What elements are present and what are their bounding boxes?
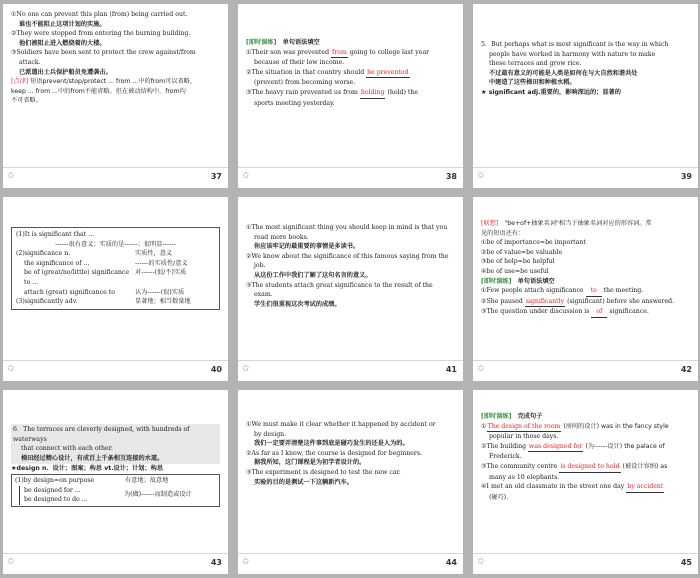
slide-38[interactable] — [238, 4, 463, 188]
translation-line: 已派遣出士兵保护船员免遭袭击。 — [19, 68, 112, 76]
phrase-term: attach (great) significance to — [24, 288, 115, 296]
phrase-meaning: 对------(很/不)实质 — [135, 269, 187, 277]
phrase-meaning: 认为------(很)实质 — [135, 288, 185, 296]
answer-blank: from — [331, 48, 348, 59]
text-line: ②We know about the significance of this famous saying from the — [246, 252, 449, 260]
answer-blank: was designed for — [528, 442, 583, 453]
star-icon[interactable]: ✩ — [7, 557, 15, 567]
answer-blank: to — [586, 286, 602, 297]
text-line: 5．But perhaps what is most significant is the way in which — [481, 41, 669, 48]
slide-footer — [3, 553, 228, 574]
slide-footer — [3, 360, 228, 381]
page-number: 40 — [210, 365, 222, 374]
note-label: [联想] — [481, 220, 499, 227]
page-number: 44 — [445, 558, 457, 567]
phrase-term: be designed to do ... — [24, 496, 88, 504]
slide-41[interactable] — [238, 197, 463, 381]
phrase-meaning: 为(做)------而制造或设计 — [124, 491, 192, 499]
translation-line: 据我所知，这门课程是为初学者设计的。 — [254, 459, 366, 467]
text-line: exam. — [254, 291, 273, 299]
exercise-line: ②The building was designed for (为------设计) the palace of — [481, 442, 690, 453]
highlight-block — [11, 424, 220, 464]
text-line: ①be of importance=be important — [481, 239, 586, 247]
section-heading: [即时演练] 单句语法填空 — [246, 39, 320, 46]
translation-line: 他们被阻止进入燃烧着的大楼。 — [19, 39, 106, 47]
slide-37[interactable] — [3, 4, 228, 188]
translation-line: 从这份工作中我们了解了这句名言的意义。 — [254, 272, 372, 280]
answer-blank: by accident — [626, 482, 664, 493]
section-heading: [即时演练] 单句语法填空 — [481, 277, 555, 285]
exercise-line: popular in those days. — [489, 433, 559, 441]
text-line: that connect with each other. — [21, 445, 113, 453]
phrase-line: ------很有意义；实质的是------；很明显------ — [55, 240, 176, 248]
text-line: ④be of use=be useful — [481, 268, 549, 276]
translation-line: 我们一定要弄清楚这件事到底是碰巧发生的还是人为的。 — [254, 440, 409, 448]
phrase-term: (3)significantly adv. — [16, 298, 78, 306]
exercise-line: because of their low income. — [254, 59, 345, 67]
text-line: ③be of help=be helpful — [481, 258, 555, 266]
exercise-line: ①Their son was prevented from going to college last year — [246, 48, 455, 59]
text-line: by design. — [254, 430, 287, 438]
phrase-meaning: 实质性，意义 — [135, 250, 173, 258]
note-label: [点津] — [11, 78, 29, 86]
translation-line: 谁也不能阻止这项计划的实施。 — [19, 20, 106, 28]
exercise-line: ①Few people attach significance to the meeting. — [481, 286, 690, 297]
exercise-line: ②She paused significantly (significant) before she answered. — [481, 297, 690, 308]
text-line: ③The experiment is designed to test the new car. — [246, 469, 401, 477]
translation-line: 中建造了这些梯田和种植水稻。 — [489, 79, 576, 87]
definition-line: ★ significant adj.重要的，影响深远的；显著的 — [481, 89, 621, 97]
translation-line: 实验的目的是测试一下这辆新汽车。 — [254, 478, 353, 486]
translation-line: 你应该牢记的最重要的事情是多读书。 — [254, 243, 360, 251]
exercise-line: sports meeting yesterday. — [254, 99, 335, 107]
text-line: ②be of value=be valuable — [481, 248, 563, 256]
answer-blank: significantly — [525, 297, 565, 308]
phrase-term: (1)by design=on purpose — [15, 477, 95, 485]
star-icon[interactable]: ✩ — [242, 557, 250, 567]
slide-footer — [238, 553, 463, 574]
exercise-line: (prevent) from becoming worse. — [254, 79, 356, 87]
text-line: attack. — [19, 59, 41, 67]
text-line: ③The students attach great significance to the result of the — [246, 281, 433, 289]
star-icon[interactable]: ✩ — [477, 557, 485, 567]
slide-39[interactable] — [473, 4, 698, 188]
phrase-meaning: ------的实质性/意义 — [135, 259, 188, 267]
slide-footer — [238, 167, 463, 188]
text-line: read more books. — [254, 233, 309, 241]
exercise-line: ③The heavy rain prevented us from holding (hold) the — [246, 88, 455, 99]
phrase-line: (1)It is significant that ... — [16, 231, 95, 238]
text-line: ③Soldiers have been sent to protect the crew against/from — [11, 49, 196, 57]
text-line: ①The most significant thing you should keep in mind is that you — [246, 224, 448, 231]
phrase-term: be designed for ... — [24, 486, 81, 494]
note-line: [点津] 短语prevent/stop/protect ... from ...中的from可以省略， — [11, 78, 197, 86]
text-line: 6．The terraces are cleverly designed, with hundreds of waterways — [13, 426, 190, 443]
phrase-term: (2)significance n. — [16, 250, 71, 258]
phrase-term: be of (great/no/little) significance to ... — [24, 269, 130, 287]
exercise-line: Frederick. — [489, 453, 522, 461]
text-line: these terraces and grow rice. — [489, 60, 582, 68]
translation-line: 梯田经过精心设计，有成百上千条相互连接的水道。 — [21, 454, 164, 462]
star-icon[interactable]: ✩ — [242, 171, 250, 181]
star-icon[interactable]: ✩ — [7, 364, 15, 374]
page-number: 39 — [680, 172, 692, 181]
text-line: job. — [254, 262, 266, 270]
answer-blank: of — [591, 307, 607, 318]
slide-42[interactable] — [473, 197, 698, 381]
star-icon[interactable]: ✩ — [242, 364, 250, 374]
text-line: ①No one can prevent this plan (from) being carried out. — [11, 11, 188, 18]
slide-45[interactable] — [473, 390, 698, 574]
page-number: 41 — [445, 365, 457, 374]
translation-line: 不过最有意义的可能是人类是如何在与大自然和谐共处 — [489, 69, 638, 77]
text-line: ①We must make it clear whether it happened by accident or — [246, 421, 436, 428]
page-number: 45 — [680, 558, 692, 567]
answer-blank: The design of the room — [487, 422, 562, 433]
phrase-term: the significance of ... — [24, 259, 90, 267]
text-line: ②As far as I know, the course is designed for beginners. — [246, 449, 422, 457]
slide-footer — [473, 360, 698, 381]
phrase-box — [11, 474, 220, 507]
answer-blank: be prevented — [366, 68, 409, 79]
slide-footer — [238, 360, 463, 381]
definition-line: ★design n．设计；图案；构思 vt.设计；计划；构思 — [11, 465, 164, 473]
slide-43[interactable] — [3, 390, 228, 574]
page-number: 42 — [680, 365, 692, 374]
phrase-box — [11, 227, 220, 310]
exercise-line: ④I met an old classmate in the street one day by accident — [481, 482, 690, 493]
answer-blank: holding — [360, 88, 386, 99]
section-heading: [即时演练] 完成句子 — [481, 413, 543, 420]
exercise-line: ③The community centre is designed to hold (被设计容纳) as — [481, 462, 690, 473]
exercise-line: ③The question under discussion is of significance. — [481, 307, 690, 318]
exercise-line: many as 10 elephants. — [489, 473, 560, 481]
phrase-meaning: 显著地；相当数量地 — [135, 298, 191, 306]
text-line: ②They were stopped from entering the burning building. — [11, 30, 191, 38]
slide-footer — [3, 167, 228, 188]
page-number: 38 — [445, 172, 457, 181]
slide-40[interactable] — [3, 197, 228, 381]
answer-blank: is designed to hold — [559, 462, 620, 473]
slide-44[interactable] — [238, 390, 463, 574]
exercise-line: ②The situation in that country should be prevented — [246, 68, 455, 79]
slide-footer — [473, 553, 698, 574]
slide-footer — [473, 167, 698, 188]
text-line: 见的短语还有： — [481, 229, 525, 237]
page-number: 43 — [210, 558, 222, 567]
translation-line: 学生们很重视这次考试的成绩。 — [254, 300, 341, 308]
note-line: keep ... from ...中的from不能省略。但在被动结构中，from均 — [11, 87, 186, 95]
exercise-line: ①The design of the room (房间的设计) was in the fancy style — [481, 422, 690, 433]
note-line: 不可省略。 — [11, 97, 42, 105]
text-line: [联想] "be+of+抽象名词"相当于抽象名词对应的形容词。常 — [481, 220, 652, 227]
star-icon[interactable]: ✩ — [477, 171, 485, 181]
star-icon[interactable]: ✩ — [477, 364, 485, 374]
phrase-meaning: 有意地；故意地 — [125, 477, 169, 485]
page-number: 37 — [210, 172, 222, 181]
exercise-line: (碰巧). — [489, 493, 509, 501]
text-line: people have worked in harmony with nature to make — [489, 50, 656, 58]
star-icon[interactable]: ✩ — [7, 171, 15, 181]
